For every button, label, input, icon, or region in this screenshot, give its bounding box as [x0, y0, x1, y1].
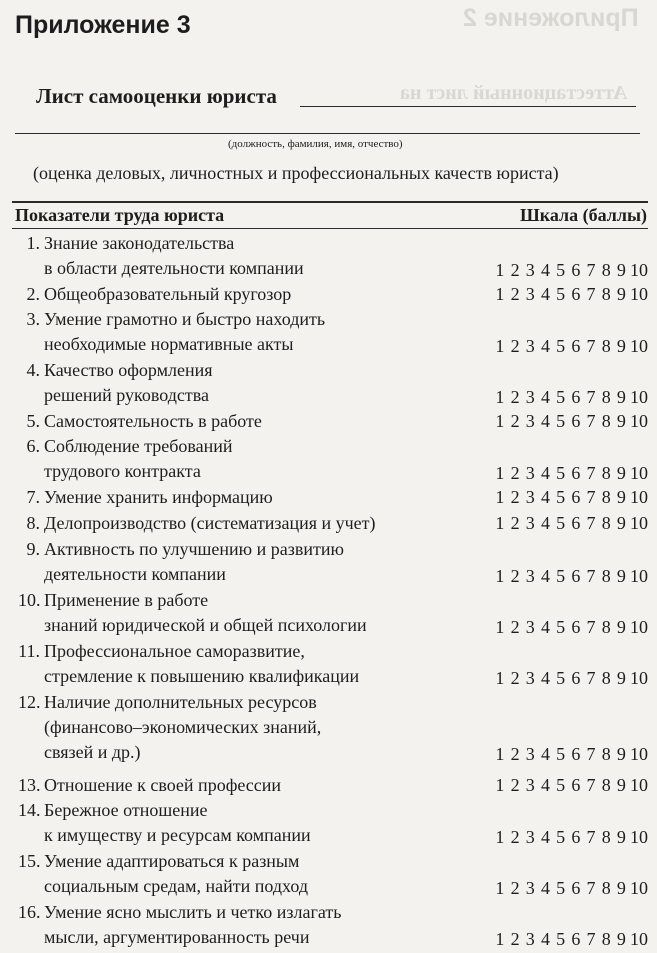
bleed-through-title: Приложение 2: [463, 4, 639, 32]
score-option[interactable]: 3: [525, 487, 535, 507]
criterion-number: 8.: [26, 513, 40, 533]
criterion-label-line: Профессиональное саморазвитие,: [44, 641, 305, 661]
criterion-label-line: связей и др.): [44, 742, 141, 762]
score-option[interactable]: 10: [630, 668, 648, 688]
score-option[interactable]: 10: [630, 284, 648, 304]
score-option[interactable]: 4: [540, 878, 550, 898]
sheet-title: Лист самооценки юриста: [36, 84, 277, 108]
criterion-label-line: деятельности компании: [44, 564, 226, 584]
criterion-label-line: решений руководства: [44, 385, 209, 405]
name-fill-line-2: [15, 133, 640, 134]
score-option[interactable]: 10: [630, 260, 648, 280]
score-option[interactable]: 6: [571, 463, 581, 483]
score-option[interactable]: 9: [616, 387, 626, 407]
criterion-label: [44, 409, 262, 434]
score-option[interactable]: 6: [571, 284, 581, 304]
score-option[interactable]: 5: [556, 827, 566, 847]
score-option[interactable]: 4: [540, 284, 550, 304]
score-option[interactable]: 7: [586, 387, 596, 407]
score-option[interactable]: 4: [540, 929, 550, 949]
score-option[interactable]: 6: [571, 336, 581, 356]
criterion-label: [44, 690, 321, 765]
score-scale: [492, 511, 649, 536]
score-scale: [492, 258, 649, 283]
header-rule: [12, 228, 648, 229]
score-option[interactable]: 9: [616, 878, 626, 898]
score-option[interactable]: 9: [616, 827, 626, 847]
criterion-label: [44, 511, 376, 536]
score-option[interactable]: 9: [616, 260, 626, 280]
score-option[interactable]: 2: [510, 668, 520, 688]
score-option[interactable]: 3: [525, 513, 535, 533]
score-option[interactable]: 6: [571, 566, 581, 586]
score-option[interactable]: 4: [540, 668, 550, 688]
score-option[interactable]: 2: [510, 284, 520, 304]
criterion-label-line: Делопроизводство (систематизация и учет): [44, 513, 376, 533]
criterion-label: [44, 485, 273, 510]
table-top-rule: [12, 201, 648, 203]
score-option[interactable]: 1: [495, 411, 505, 431]
criterion-label-line: Наличие дополнительных ресурсов: [44, 692, 317, 712]
score-scale: [492, 615, 649, 640]
score-option[interactable]: 8: [601, 929, 611, 949]
score-scale: [492, 927, 649, 952]
criterion-label-line: Умение адаптироваться к разным: [44, 851, 300, 871]
score-option[interactable]: 10: [630, 878, 648, 898]
criterion-number: 2.: [26, 284, 40, 304]
score-option[interactable]: 10: [630, 827, 648, 847]
score-option[interactable]: 8: [601, 566, 611, 586]
score-option[interactable]: 4: [540, 336, 550, 356]
fill-hint: (должность, фамилия, имя, отчество): [228, 138, 403, 150]
score-option[interactable]: 5: [556, 775, 566, 795]
criterion-number: 15.: [18, 851, 41, 871]
score-option[interactable]: 5: [556, 617, 566, 637]
score-option[interactable]: 6: [571, 775, 581, 795]
score-option[interactable]: 8: [601, 463, 611, 483]
score-option[interactable]: 3: [525, 878, 535, 898]
score-option[interactable]: 6: [571, 617, 581, 637]
score-scale: [492, 334, 649, 359]
score-option[interactable]: 4: [540, 827, 550, 847]
score-option[interactable]: 10: [630, 744, 648, 764]
criterion-number: 14.: [18, 800, 41, 820]
score-option[interactable]: 4: [540, 744, 550, 764]
score-option[interactable]: 5: [556, 566, 566, 586]
score-option[interactable]: 9: [616, 336, 626, 356]
criterion-label-line: Умение ясно мыслить и четко излагать: [44, 902, 342, 922]
criterion-number: 5.: [26, 411, 40, 431]
score-option[interactable]: 5: [556, 336, 566, 356]
score-option[interactable]: 2: [510, 260, 520, 280]
score-option[interactable]: 6: [571, 878, 581, 898]
criterion-label-line: Умение хранить информацию: [44, 487, 273, 507]
score-option[interactable]: 8: [601, 744, 611, 764]
criterion-label: [44, 849, 308, 899]
score-scale: [492, 282, 649, 307]
column-header-scale: Шкала (баллы): [519, 205, 647, 225]
criterion-label-line: в области деятельности компании: [44, 258, 304, 278]
criterion-label: [44, 358, 213, 408]
score-option[interactable]: 9: [616, 775, 626, 795]
score-option[interactable]: 9: [616, 513, 626, 533]
criterion-number: 4.: [26, 360, 40, 380]
criterion-label-line: Активность по улучшению и развитию: [44, 539, 344, 559]
score-option[interactable]: 7: [586, 929, 596, 949]
score-option[interactable]: 8: [601, 336, 611, 356]
score-option[interactable]: 4: [540, 487, 550, 507]
score-option[interactable]: 8: [601, 775, 611, 795]
score-option[interactable]: 2: [510, 744, 520, 764]
score-option[interactable]: 5: [556, 929, 566, 949]
score-option[interactable]: 8: [601, 513, 611, 533]
score-option[interactable]: 6: [571, 411, 581, 431]
criterion-number: 16.: [18, 902, 41, 922]
score-option[interactable]: 10: [630, 513, 648, 533]
score-option[interactable]: 10: [630, 487, 648, 507]
criterion-label-line: трудового контракта: [44, 461, 201, 481]
score-option[interactable]: 5: [556, 463, 566, 483]
score-option[interactable]: 7: [586, 668, 596, 688]
score-option[interactable]: 1: [495, 668, 505, 688]
criterion-label: [44, 282, 291, 307]
criterion-number: 6.: [26, 436, 40, 456]
score-option[interactable]: 6: [571, 827, 581, 847]
score-scale: [492, 564, 649, 589]
score-option[interactable]: 8: [601, 617, 611, 637]
score-option[interactable]: 7: [586, 744, 596, 764]
score-option[interactable]: 2: [510, 566, 520, 586]
score-option[interactable]: 3: [525, 744, 535, 764]
score-option[interactable]: 1: [495, 878, 505, 898]
score-option[interactable]: 1: [495, 463, 505, 483]
criterion-label-line: знаний юридической и общей психологии: [44, 615, 367, 635]
score-option[interactable]: 7: [586, 617, 596, 637]
score-option[interactable]: 8: [601, 878, 611, 898]
score-option[interactable]: 8: [601, 411, 611, 431]
score-option[interactable]: 10: [630, 566, 648, 586]
criterion-label: [44, 537, 344, 587]
score-option[interactable]: 3: [525, 336, 535, 356]
name-fill-line: [300, 106, 636, 107]
criterion-label-line: стремление к повышению квалификации: [44, 666, 360, 686]
criterion-label: [44, 639, 359, 689]
score-option[interactable]: 2: [510, 827, 520, 847]
score-option[interactable]: 1: [495, 387, 505, 407]
score-option[interactable]: 3: [525, 668, 535, 688]
score-option[interactable]: 1: [495, 929, 505, 949]
criterion-label: [44, 231, 304, 281]
score-option[interactable]: 8: [601, 260, 611, 280]
score-option[interactable]: 2: [510, 878, 520, 898]
score-option[interactable]: 5: [556, 744, 566, 764]
criterion-label-line: Соблюдение требований: [44, 436, 233, 456]
criterion-label-line: Общеобразовательный кругозор: [44, 284, 292, 304]
score-option[interactable]: 1: [495, 513, 505, 533]
score-option[interactable]: 6: [571, 668, 581, 688]
criterion-label: [44, 773, 281, 798]
score-option[interactable]: 8: [601, 487, 611, 507]
score-option[interactable]: 1: [495, 260, 505, 280]
score-option[interactable]: 10: [630, 463, 648, 483]
score-option[interactable]: 6: [571, 744, 581, 764]
score-option[interactable]: 3: [525, 387, 535, 407]
score-option[interactable]: 9: [616, 411, 626, 431]
criterion-label-line: к имуществу и ресурсам компании: [44, 825, 311, 845]
score-option[interactable]: 5: [556, 668, 566, 688]
criterion-number: 1.: [26, 233, 40, 253]
score-option[interactable]: 3: [525, 284, 535, 304]
score-option[interactable]: 1: [495, 617, 505, 637]
score-option[interactable]: 1: [495, 284, 505, 304]
score-option[interactable]: 7: [586, 775, 596, 795]
score-option[interactable]: 7: [586, 336, 596, 356]
score-option[interactable]: 8: [601, 827, 611, 847]
score-option[interactable]: 3: [525, 775, 535, 795]
score-option[interactable]: 7: [586, 284, 596, 304]
score-option[interactable]: 3: [525, 827, 535, 847]
criterion-number: 13.: [18, 775, 41, 795]
score-option[interactable]: 8: [601, 387, 611, 407]
criterion-number: 3.: [26, 309, 40, 329]
criterion-label-line: (финансово–экономических знаний,: [44, 717, 322, 737]
score-option[interactable]: 1: [495, 487, 505, 507]
appendix-title: Приложение 3: [15, 11, 191, 39]
criterion-label-line: Умение грамотно и быстро находить: [44, 309, 326, 329]
score-option[interactable]: 3: [525, 617, 535, 637]
criterion-label-line: Качество оформления: [44, 360, 213, 380]
score-option[interactable]: 7: [586, 827, 596, 847]
score-option[interactable]: 3: [525, 566, 535, 586]
criterion-number: 7.: [26, 487, 40, 507]
score-option[interactable]: 1: [495, 744, 505, 764]
score-option[interactable]: 9: [616, 617, 626, 637]
criterion-number: 10.: [18, 590, 41, 610]
criterion-label-line: необходимые нормативные акты: [44, 334, 294, 354]
score-option[interactable]: 5: [556, 260, 566, 280]
criterion-label-line: Самостоятельность в работе: [44, 411, 262, 431]
score-option[interactable]: 7: [586, 260, 596, 280]
score-option[interactable]: 2: [510, 463, 520, 483]
criterion-number: 9.: [26, 539, 40, 559]
score-option[interactable]: 5: [556, 513, 566, 533]
score-option[interactable]: 2: [510, 411, 520, 431]
score-option[interactable]: 6: [571, 929, 581, 949]
score-option[interactable]: 10: [630, 387, 648, 407]
score-option[interactable]: 7: [586, 513, 596, 533]
score-option[interactable]: 1: [495, 566, 505, 586]
criterion-label-line: Применение в работе: [44, 590, 209, 610]
column-header-indicators: Показатели труда юриста: [15, 205, 225, 225]
score-option[interactable]: 4: [540, 617, 550, 637]
score-option[interactable]: 4: [540, 387, 550, 407]
criterion-number: 11.: [18, 641, 40, 661]
score-scale: [492, 666, 649, 691]
score-option[interactable]: 5: [556, 284, 566, 304]
score-scale: [492, 825, 649, 850]
score-option[interactable]: 6: [571, 260, 581, 280]
score-option[interactable]: 10: [630, 336, 648, 356]
criterion-label-line: мысли, аргументированность речи: [44, 927, 310, 947]
criterion-number: 12.: [18, 692, 41, 712]
criterion-label: [44, 588, 367, 638]
criterion-label: [44, 307, 325, 357]
score-option[interactable]: 1: [495, 336, 505, 356]
criterion-label-line: Отношение к своей профессии: [44, 775, 282, 795]
score-option[interactable]: 4: [540, 260, 550, 280]
score-option[interactable]: 4: [540, 775, 550, 795]
score-option[interactable]: 5: [556, 878, 566, 898]
bleed-through-subtitle: Аттестационный лист на: [399, 82, 627, 104]
score-option[interactable]: 4: [540, 463, 550, 483]
score-option[interactable]: 6: [571, 387, 581, 407]
score-scale: [492, 385, 649, 410]
score-option[interactable]: 9: [616, 744, 626, 764]
score-option[interactable]: 3: [525, 260, 535, 280]
criterion-label-line: социальным средам, найти подход: [44, 876, 308, 896]
score-option[interactable]: 1: [495, 775, 505, 795]
score-option[interactable]: 7: [586, 878, 596, 898]
criterion-label: [44, 900, 341, 950]
sheet-purpose: (оценка деловых, личностных и профессиональных качеств юриста): [33, 163, 559, 183]
criterion-label-line: Бережное отношение: [44, 800, 208, 820]
score-option[interactable]: 7: [586, 463, 596, 483]
score-option[interactable]: 4: [540, 411, 550, 431]
score-option[interactable]: 2: [510, 387, 520, 407]
score-option[interactable]: 7: [586, 566, 596, 586]
score-option[interactable]: 7: [586, 487, 596, 507]
score-option[interactable]: 8: [601, 284, 611, 304]
score-scale: [492, 876, 649, 901]
score-option[interactable]: 5: [556, 387, 566, 407]
score-option[interactable]: 2: [510, 929, 520, 949]
score-option[interactable]: 4: [540, 566, 550, 586]
score-scale: [492, 461, 649, 486]
score-option[interactable]: 2: [510, 513, 520, 533]
score-option[interactable]: 10: [630, 775, 648, 795]
score-option[interactable]: 9: [616, 284, 626, 304]
score-option[interactable]: 9: [616, 487, 626, 507]
score-option[interactable]: 6: [571, 487, 581, 507]
score-option[interactable]: 1: [495, 827, 505, 847]
criterion-label: [44, 434, 233, 484]
score-scale: [492, 485, 649, 510]
score-option[interactable]: 9: [616, 929, 626, 949]
score-option[interactable]: 7: [586, 411, 596, 431]
score-option[interactable]: 5: [556, 487, 566, 507]
score-option[interactable]: 9: [616, 668, 626, 688]
score-option[interactable]: 5: [556, 411, 566, 431]
score-option[interactable]: 4: [540, 513, 550, 533]
score-option[interactable]: 9: [616, 566, 626, 586]
score-option[interactable]: 3: [525, 463, 535, 483]
criterion-label: [44, 798, 311, 848]
score-option[interactable]: 3: [525, 411, 535, 431]
score-option[interactable]: 10: [630, 617, 648, 637]
score-option[interactable]: 3: [525, 929, 535, 949]
score-scale: [492, 742, 649, 767]
score-option[interactable]: 9: [616, 463, 626, 483]
score-option[interactable]: 2: [510, 487, 520, 507]
score-scale: [492, 773, 649, 798]
score-option[interactable]: 2: [510, 336, 520, 356]
score-option[interactable]: 2: [510, 775, 520, 795]
score-option[interactable]: 10: [630, 929, 648, 949]
score-option[interactable]: 8: [601, 668, 611, 688]
score-option[interactable]: 6: [571, 513, 581, 533]
score-option[interactable]: 2: [510, 617, 520, 637]
score-scale: [492, 409, 649, 434]
criterion-label-line: Знание законодательства: [44, 233, 235, 253]
score-option[interactable]: 10: [630, 411, 648, 431]
